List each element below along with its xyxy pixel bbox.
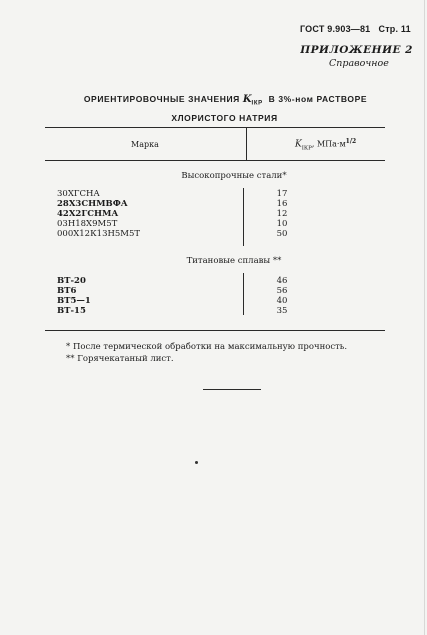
table-top-rule	[45, 127, 385, 128]
table-title-line2: ХЛОРИСТОГО НАТРИЯ	[171, 112, 278, 123]
table-row-value: 17	[276, 189, 288, 199]
column-divider-group2	[243, 273, 244, 315]
page-number: Стр. 11	[378, 24, 411, 34]
table-header-rule	[45, 160, 385, 161]
table-row-value: 56	[276, 286, 288, 296]
appendix-subtitle: Справочное	[329, 58, 389, 69]
table-row-mark: 03Н18Х9М5Т	[57, 219, 118, 229]
page-header	[300, 24, 411, 34]
table-row-value: 46	[276, 276, 288, 286]
table-title-line1: ОРИЕНТИРОВОЧНЫЕ ЗНАЧЕНИЯ $K_{ІКР}$ В 3%-ном РАСТВОРЕ	[83, 94, 368, 107]
table-bottom-rule	[45, 330, 385, 331]
table-title	[0, 92, 427, 125]
column-header-value: $K_{ІКР}$, $МПа\cdot м^{1/2}$	[295, 138, 357, 152]
footnote-1: * После термической обработки на максимальную прочность.	[66, 342, 348, 352]
table-row-value: 12	[276, 209, 288, 219]
table-row-mark: 28Х3СНМВФА	[57, 199, 128, 209]
closing-rule	[203, 389, 261, 390]
column-divider-group1	[243, 188, 244, 246]
table-row-mark: 30ХГСНА	[57, 189, 100, 199]
table-row-value: 10	[276, 219, 288, 229]
table-row-mark: ВТ5—1	[57, 296, 91, 306]
group-heading-titanium: Титановые сплавы **	[186, 256, 282, 266]
table-row-mark: 42Х2ГСНМА	[57, 209, 119, 219]
footnote-2: ** Горячекатаный лист.	[66, 354, 174, 364]
table-row-mark: 000Х12К13Н5М5Т	[57, 229, 141, 239]
table-row-value: 50	[276, 229, 288, 239]
print-mark	[195, 461, 198, 464]
appendix-title: ПРИЛОЖЕНИЕ 2	[300, 44, 413, 56]
table-row-value: 16	[276, 199, 288, 209]
table-row-mark: ВТ6	[57, 286, 77, 296]
table-row-value: 35	[276, 306, 288, 316]
table-row-mark: ВТ-20	[57, 276, 86, 286]
header-column-divider	[246, 128, 247, 160]
column-header-mark: Марка	[131, 140, 159, 149]
standard-number: ГОСТ 9.903—81	[300, 24, 371, 34]
group-heading-steels: Высокопрочные стали*	[181, 171, 287, 181]
k-symbol: K	[242, 94, 252, 105]
table-row-mark: ВТ-15	[57, 306, 86, 316]
table-row-value: 40	[276, 296, 288, 306]
